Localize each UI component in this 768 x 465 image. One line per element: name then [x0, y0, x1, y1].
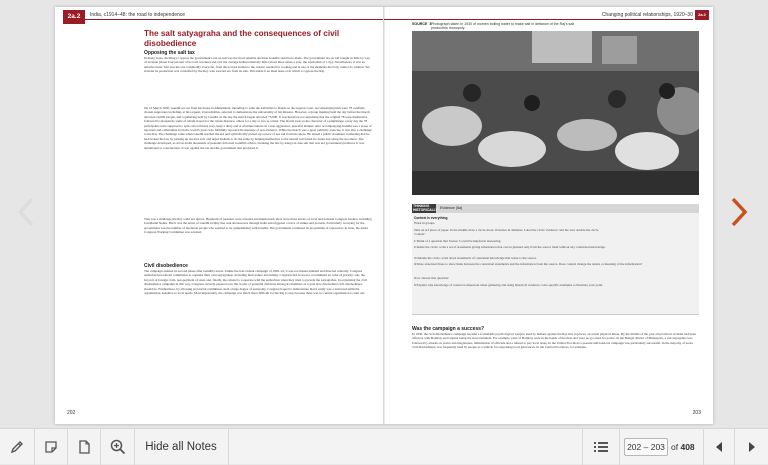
table-of-contents-button[interactable] [583, 429, 619, 465]
page-number: 203 [692, 410, 701, 416]
sticky-note-button[interactable] [35, 429, 67, 465]
zoom-in-button[interactable] [101, 429, 134, 465]
thinking-historically-header [412, 204, 699, 213]
paragraph: This was a challenge the Raj could not ignore. Hundreds of peasants were arrested and imprisoned; there were mass arrests of local and national Congress leaders, including Jawaharlal Nehru. But it was the arrest of Gandhi in May that sent shockwaves through India and triggered a wave of strikes and protests. Particularly worrying for the government was the number of moderate people who seemed to be sympathising with Gandhi. The government continued its programme of repression: in June, the entire Congress Working Committee was arrested. [144, 217, 372, 235]
next-spread-arrow-icon [730, 196, 748, 228]
subheading-opposing-salt-tax: Opposing the salt tax [144, 50, 195, 56]
paragraph: On 12 March 1930, Gandhi set out from his house in Ahmedabad, intending to walk the 240 miles to Dandi on the Gujarat coast. Accompanying him were 78 carefully-chosen supporters including, at his request, Untouchables, selected to demonstrate the universality of his mission. However, a group meeting held the day before the march attracted 10,000 people, and a gathering held by Gandhi on the day the march began attracted 75,000. It was therefore not surprising that the original 78 were themselves followed by thousands; some of whom stayed for the whole distance, others for a day or two at a time. The march took on the character of a pilgrimage: every day the 78 participants were supposed to spin cotton thread, pray, keep a diary and at all times behave in a non-aggressive, peaceful manner. Also accompanying Gandhi was a posse of reporters and cameramen from the world's press who faithfully reported his message of non-violence. While the march was a great publicity exercise, it was also a challenge to the Raj. The challenge came when Gandhi reached the sea and symbolically picked up a piece of sea salt from the shore. He issued a public statement confessing that he had broken the law by picking up tax-free salt, and urged Indians to do the same by helping themselves to the natural salt found in creeks and along the sea-shore. The challenge developed, as across India thousands of peasants followed Gandhi's advice, breaking the law by using tax-free salt that was not government produced. It was tantamount to a declaration of war against the tax and the government that produced it. [144, 106, 372, 150]
chapter-badge: 2a.2 [695, 10, 709, 20]
activity-step: 5 Explain why knowledge of context is important when gathering and using historical evidence. Give specific examples to illustrate your point. [414, 283, 604, 287]
paragraph: In 1930, the civil disobedience campaign became a formidable psychological weapon used by Indians against the Raj and, in places, an actual physical threat. By the middle of the year all provinces in India had been affected, with Bombay and Gujarat being the most turbulent. For example, parts of Bombay were in the hands of the mob and were no-go areas for police. In the Bengal district of Midnapore, a salt satyagraha was followed by attacks on police and magistrates, intimidation of officials and a refusal to pay local taxes. In the United Provinces a peasant anti-land-tax campaign was particularly successful. In the majority of areas, civil disobedience was frequently used by people as a vehicle for expressing local grievances. In the Central Provinces, for example, [412, 332, 696, 350]
total-pages-label: of 408 [671, 442, 695, 452]
divider [228, 429, 229, 465]
next-page-icon [747, 441, 757, 453]
page-button[interactable] [68, 429, 100, 465]
divider [619, 429, 620, 465]
activity-step: 3 Outside the circle, write down statements of contextual knowledge that relate to the source. [414, 256, 537, 260]
running-head: Changing political relationships, 1920–30 [601, 12, 693, 18]
pencil-icon [10, 440, 24, 454]
activity-prompt: Now answer this question: [414, 276, 450, 280]
next-spread-arrow[interactable] [724, 190, 754, 234]
activity-heading: Context is everything [414, 216, 448, 220]
activity-text: Take an A3 piece of paper. In the middle draw a circle about 10 inches in diameter. Label the circle 'evidence' and the area outside the circle 'context'. [414, 228, 599, 237]
thinking-historically-tag: THINKING HISTORICALLY [413, 204, 438, 213]
activity-box [412, 213, 699, 315]
activity-step: 1 Think of a question that Source 3 could be helpful in answering. [414, 239, 502, 243]
list-icon [593, 440, 609, 454]
activity-step: 2 Inside the circle, write a set of statements giving information that can be gleaned only from the source itself without any contextual knowledge. [414, 245, 606, 249]
left-page [55, 7, 384, 424]
section-title: The salt satyagraha and the consequences of civil disobedience [144, 29, 340, 48]
page-number: 202 [67, 410, 76, 416]
running-head: India, c1914–48: the road to independence [90, 12, 186, 18]
historical-photograph [412, 31, 699, 195]
source-caption: Photograph taken in 1930 of women boiling water to make salt in defiance of the Raj's salt production monopoly. [431, 22, 575, 31]
divider [134, 429, 135, 465]
activity-intro: Work in groups. [414, 221, 436, 225]
sticky-note-icon [44, 440, 58, 454]
header-rule [384, 19, 693, 20]
right-page [384, 7, 713, 424]
previous-page-button[interactable] [704, 429, 734, 465]
prev-page-icon [714, 441, 724, 453]
previous-spread-arrow[interactable] [11, 190, 41, 234]
hide-all-notes-button[interactable]: Hide all Notes [145, 441, 217, 453]
activity-step: 4 Draw annotated lines to show links between the contextual statements and the information from the source. Does context change the nature or meaning of the information? [414, 262, 643, 266]
subheading-civil-disobedience: Civil disobedience [144, 263, 188, 269]
draw-button[interactable] [0, 429, 34, 465]
paragraph: In many ways, deciding to oppose the government's tax on salt was the most sensible decision Gandhi could have made. The government tax on salt bought in little by way of revenue (about four percent of its total revenue) and cost the average Indian relatively little (about three annas a year, the equivalent of 1.5p). Nevertheless, it was an emotive issue. Salt was the one commodity everyone, from the poorest Indian to the richest, needed for cooking and is one of the elements the body cannot do without. Yet in India its production was controlled by the Raj, who exacted tax from its sale. This made it an ideal issue over which to oppose the Raj. [144, 56, 371, 74]
source-label: SOURCE 3 [412, 22, 432, 26]
chapter-badge: 2a.2 [63, 10, 85, 24]
paragraph: The campaign entered its second phase after Gandhi's arrest. Unlike the non-violent campaign of 1920–22, it was not master-minded and directed centrally. Congress authorised provincial committees to organise their own satyagrahas, including their nature and timing. Congress did, however, recommend an order of priority: salt, the boycott of foreign cloth, non-payment of taxes and, finally, the refusal to cooperate with the authorities when they tried to prevent the satyagrahas. In organising the civil disobedience campaign in this way, Congress cleverly papered over the cracks of potential divisions among its members as to just how disobedient civil disobedience should be. Furthermore, by allowing provincial committees such a huge degree of autonomy, Congress hoped to demonstrate that it really was a universal umbrella organisation, sensitive to local needs. Most importantly, the campaign was much more difficult for the Raj to stop because there was no central organisation to take out. [144, 269, 367, 296]
thinking-historically-title: Evidence (5a) [440, 206, 463, 210]
page-icon [77, 440, 91, 454]
bottom-toolbar [0, 428, 768, 464]
subheading-campaign-success: Was the campaign a success? [412, 326, 485, 332]
zoom-in-icon [110, 439, 126, 455]
page-spread [55, 7, 713, 424]
previous-spread-arrow-icon [17, 196, 35, 228]
next-page-button[interactable] [735, 429, 768, 465]
header-rule [85, 19, 384, 20]
page-number-field[interactable]: 202 – 203 [624, 438, 668, 456]
